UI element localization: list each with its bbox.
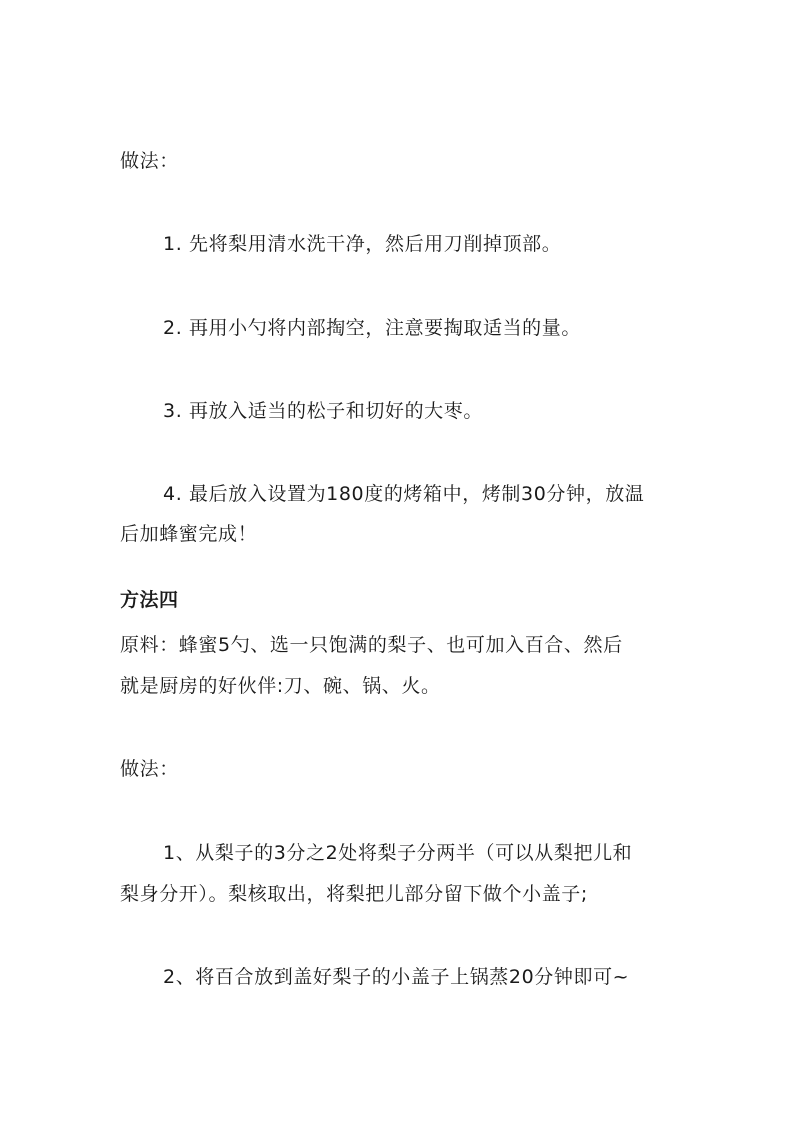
ingredients-line-1: 原料：蜂蜜5勺、选一只饱满的梨子、也可加入百合、然后 (120, 634, 623, 656)
step-3: 3. 再放入适当的松子和切好的大枣。 (163, 400, 483, 422)
method-label: 做法： (120, 758, 179, 780)
method-label: 做法： (120, 150, 179, 172)
step-1: 1. 先将梨用清水洗干净，然后用刀削掉顶部。 (163, 233, 562, 255)
step-2: 2. 再用小勺将内部掏空，注意要掏取适当的量。 (163, 317, 581, 339)
section-heading: 方法四 (120, 589, 179, 611)
step-4-continued: 后加蜂蜜完成！ (120, 523, 258, 545)
step-4: 4. 最后放入设置为180度的烤箱中，烤制30分钟，放温 (163, 483, 645, 505)
step-1-continued: 梨身分开）。梨核取出，将梨把儿部分留下做个小盖子; (120, 883, 588, 905)
ingredients-line-2: 就是厨房的好伙伴:刀、碗、锅、火。 (120, 675, 441, 697)
step-2: 2、将百合放到盖好梨子的小盖子上锅蒸20分钟即可~ (163, 966, 630, 988)
step-1: 1、从梨子的3分之2处将梨子分两半（可以从梨把儿和 (163, 842, 633, 864)
